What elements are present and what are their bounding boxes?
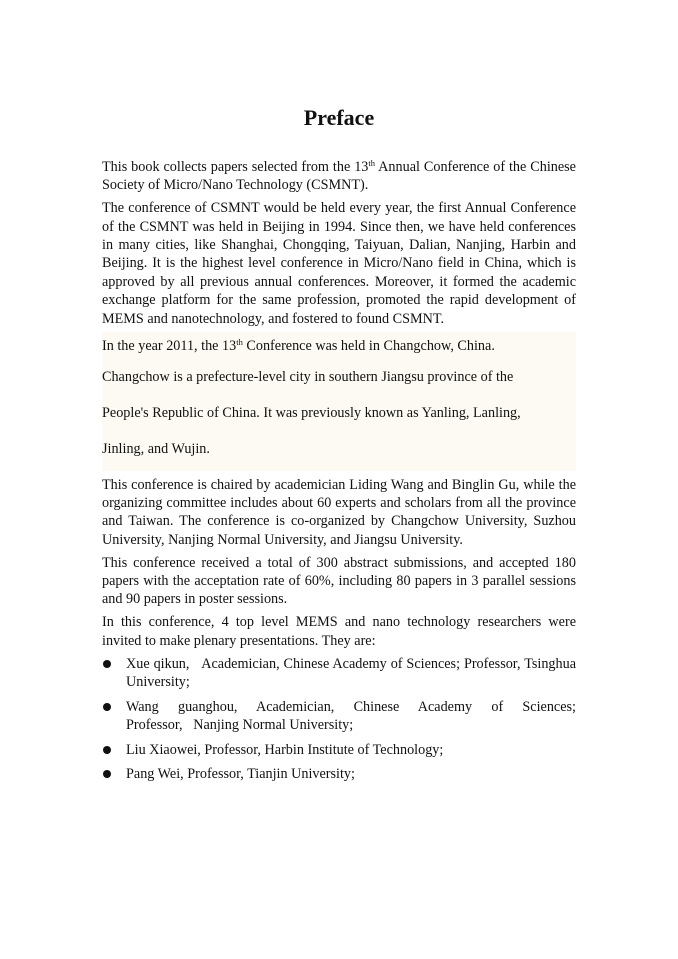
ordinal-suffix: th — [368, 158, 376, 168]
intro-paragraph — [102, 158, 576, 195]
chair-paragraph: This conference is chaired by academician Liding Wang and Binglin Gu, while the organizing committee includes about 60 experts and scholars from all the province and Taiwan. The conference is co-organized by Changchow University, Suzhou University, Nanjing Normal University, and Jiangsu University. — [102, 476, 576, 548]
intro-text-after: Annual Conference of the Chinese Society of Micro/Nano Technology (CSMNT). — [102, 159, 576, 194]
highlight-line-1-after: Conference was held in Changchow, China. — [242, 338, 495, 355]
ordinal-suffix: th — [236, 337, 243, 348]
speaker-text: Liu Xiaowei, Professor, Harbin Institute of Technology; — [126, 741, 444, 758]
plenary-paragraph: In this conference, 4 top level MEMS and nano technology researchers were invited to make plenary presentations. They are: — [102, 614, 576, 649]
bullet-icon — [103, 660, 111, 668]
highlight-line-1 — [102, 333, 576, 360]
speaker-list — [102, 655, 576, 783]
list-item — [102, 765, 576, 783]
highlight-line-2: Changchow is a prefecture-level city in southern Jiangsu province of the — [102, 369, 514, 386]
list-item — [102, 655, 576, 692]
history-paragraph: The conference of CSMNT would be held every year, the first Annual Conference of the CSMNT was held in Beijing in 1994. Since then, we have held conferences in many cities, like Shanghai, Chongqing, Taiyuan, Dalian, Nanjing, Harbin and Beijing. It is the highest level conference in Micro/Nano field in China, which is approved by all previous annual conferences. Moreover, it formed the academic exchange platform for the same profession, promoted the rapid development of MEMS and nanotechnology, and fostered to found CSMNT. — [102, 200, 576, 327]
bullet-icon — [103, 746, 111, 754]
highlight-line-1-before: In the year 2011, the 13 — [102, 338, 237, 355]
highlight-line-3: People's Republic of China. It was previously known as Yanling, Lanling, — [102, 405, 521, 422]
bullet-icon — [103, 703, 111, 711]
submissions-paragraph: This conference received a total of 300 abstract submissions, and accepted 180 papers with the acceptation rate of 60%, including 80 papers in 3 parallel sessions and 90 papers in poster sessions. — [102, 554, 576, 608]
preface-body — [102, 158, 576, 789]
highlighted-block — [102, 332, 576, 471]
speaker-text: Wang guanghou, Academician, Chinese Academy of Sciences; Professor, Nanjing Normal University; — [126, 698, 576, 734]
intro-text-before: This book collects papers selected from the 13 — [102, 159, 369, 175]
list-item — [102, 741, 576, 759]
list-item — [102, 698, 576, 735]
speaker-text: Pang Wei, Professor, Tianjin University; — [126, 766, 355, 783]
page-title: Preface — [303, 104, 375, 130]
bullet-icon — [103, 770, 111, 778]
speaker-text: Xue qikun, Academician, Chinese Academy of Sciences; Professor, Tsinghua University; — [126, 656, 576, 691]
highlight-line-4: Jinling, and Wujin. — [102, 440, 210, 457]
